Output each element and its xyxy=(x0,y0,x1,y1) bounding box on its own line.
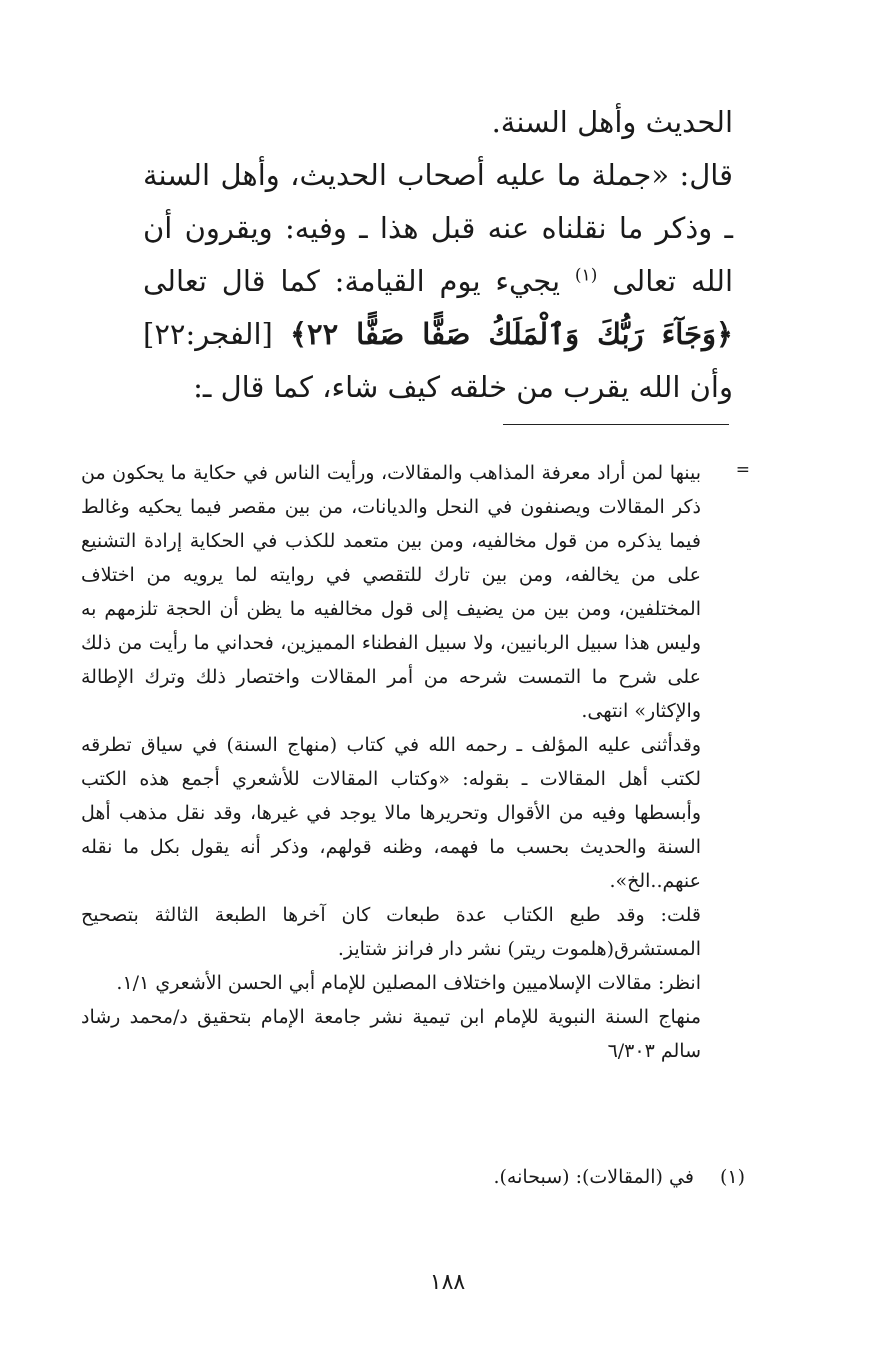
page-number: ١٨٨ xyxy=(429,1270,466,1295)
footnotes-block xyxy=(81,456,701,1068)
main-paragraph-1: الحديث وأهل السنة. xyxy=(491,105,733,139)
footnote-paragraph-4: انظر: مقالات الإسلاميين واختلاف المصلين للإمام أبي الحسن الأشعري ١/١. xyxy=(116,972,701,994)
footnote-paragraph-2: وقدأثنى عليه المؤلف ـ رحمه الله في كتاب (منهاج السنة) في سياق تطرقه لكتب أهل المقالات ـ بقوله: «وكتاب المقالات للأشعري أجمع هذه الكتب وأبسطها وفيه من الأقوال وتحريرها مالا يوجد في غيرها، وقد نقل مذهب أهل السنة والحديث بحسب ما فهمه، وظنه قولهم، وذكر أنه يقول بكل ما نقله عنهم..الخ». xyxy=(81,734,701,892)
main-paragraph-2-part-a: قال: «جملة ما عليه أصحاب الحديث، وأهل السنة ـ وذكر ما نقلناه عنه قبل هذا ـ وفيه: ويقرون أن الله تعالى xyxy=(143,158,734,298)
footnote-ref-1: (١) xyxy=(574,265,598,286)
footnote-paragraph-5: منهاج السنة النبوية للإمام ابن تيمية نشر جامعة الإمام بتحقيق د/محمد رشاد سالم ٦/٣٠٣ xyxy=(81,1006,701,1062)
footnote-1-number: (١) xyxy=(719,1166,745,1188)
main-paragraph-2-part-c: [الفجر:٢٢] وأن الله يقرب من خلقه كيف شاء، كما قال ـ: xyxy=(143,317,733,404)
main-text-block xyxy=(143,96,733,414)
footnote-separator xyxy=(503,424,729,425)
quran-verse: ﴿وَجَآءَ رَبُّكَ وَٱلْمَلَكُ صَفًّا صَفًّا ٢٢﴾ xyxy=(290,317,734,351)
footnote-1 xyxy=(75,1160,745,1194)
footnote-paragraph-1: بينها لمن أراد معرفة المذاهب والمقالات، ورأيت الناس في حكاية ما يحكون من ذكر المقالات ويصنفون في النحل والديانات، من بين مقصر فيما يحكيه وغالط فيما يذكره من قول مخالفيه، ومن بين متعمد للكذب في الحكاية إرادة التشنيع على من يخالفه، ومن بين تارك للتقصي في روايته لما يرويه من اختلاف المختلفين، ومن بين من يضيف إلى قول مخالفيه ما يظن أن الحجة تلزمهم به وليس هذا سبيل الربانيين، ولا سبيل الفطناء المميزين، فحداني ما رأيت من ذلك على شرح ما التمست شرحه من أمر المقالات واختصار ذلك وترك الإطالة والإكثار» انتهى. xyxy=(81,462,701,722)
main-paragraph-2 xyxy=(143,149,733,414)
footnote-continuation-mark: = xyxy=(735,460,750,480)
footnote-paragraph-3: قلت: وقد طبع الكتاب عدة طبعات كان آخرها الطبعة الثالثة بتصحيح المستشرق(هلموت ريتر) نشر دار فرانز شتايز. xyxy=(81,904,701,960)
main-paragraph-2-part-b: يجيء يوم القيامة: كما قال تعالى xyxy=(143,264,561,298)
footnote-1-text: في (المقالات): (سبحانه). xyxy=(493,1166,694,1188)
